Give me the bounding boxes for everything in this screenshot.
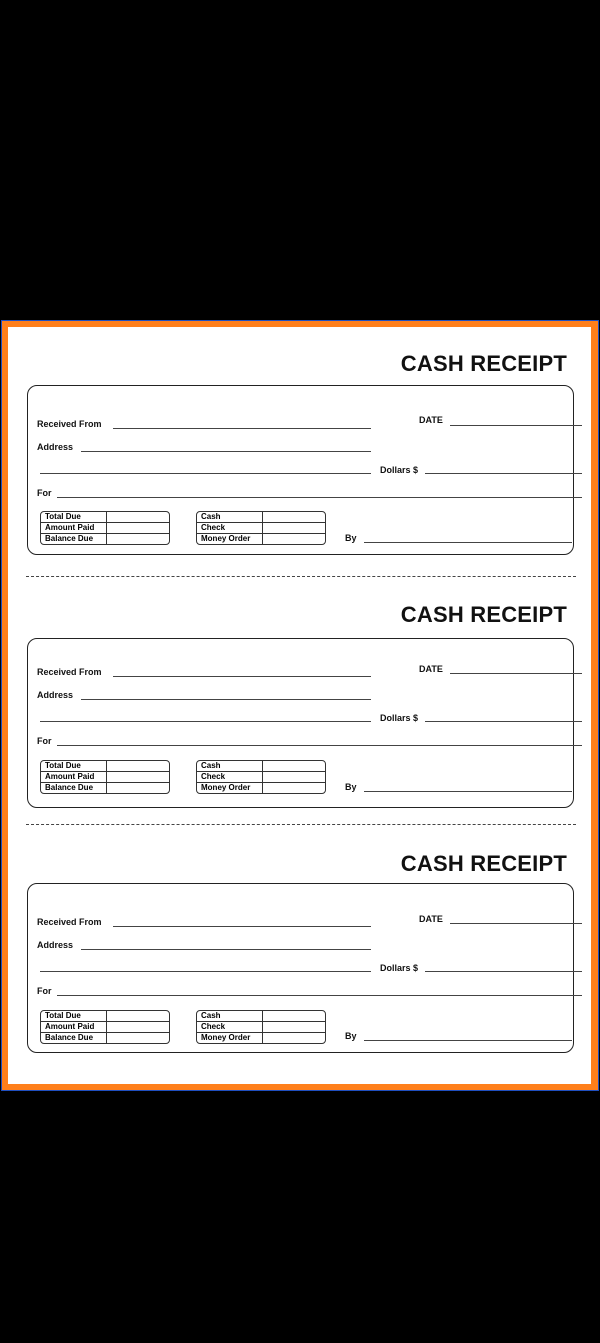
received-from-label: Received From: [37, 419, 102, 429]
table-row: [197, 772, 325, 783]
cash-cell[interactable]: [262, 1011, 325, 1022]
check-label: Check: [197, 772, 262, 783]
receipt-title: CASH RECEIPT: [400, 851, 567, 876]
money-order-cell[interactable]: [262, 1033, 325, 1043]
cash-receipt-1: [8, 327, 591, 567]
table-row: [197, 1022, 325, 1033]
amount-table: [40, 1010, 170, 1044]
for-line[interactable]: [57, 497, 582, 498]
receipt-box: [27, 883, 574, 1053]
balance-due-label: Balance Due: [45, 534, 94, 543]
table-row: [197, 512, 325, 523]
balance-due-label: Balance Due: [45, 1033, 94, 1042]
dollars-label: Dollars $: [380, 713, 419, 723]
amount-paid-label: Amount Paid: [41, 1022, 106, 1033]
table-row: [41, 523, 169, 534]
money-order-cell[interactable]: [262, 534, 325, 544]
amount-words-line[interactable]: [40, 971, 371, 972]
money-order-label: Money Order: [201, 534, 251, 543]
total-due-label: Total Due: [41, 512, 106, 523]
total-due-label: Total Due: [41, 761, 106, 772]
amount-paid-label: Amount Paid: [41, 523, 106, 534]
balance-due-cell[interactable]: [106, 783, 169, 793]
amount-paid-label: Amount Paid: [41, 772, 106, 783]
total-due-cell[interactable]: [106, 761, 169, 772]
check-label: Check: [197, 1022, 262, 1033]
by-line[interactable]: [364, 791, 572, 792]
cash-cell[interactable]: [262, 512, 325, 523]
receipt-box: [27, 385, 574, 555]
table-row: [41, 772, 169, 783]
cash-cell[interactable]: [262, 761, 325, 772]
table-row: [197, 783, 325, 793]
receipt-box: [27, 638, 574, 808]
total-due-cell[interactable]: [106, 1011, 169, 1022]
total-due-cell[interactable]: [106, 512, 169, 523]
balance-due-cell[interactable]: [106, 1033, 169, 1043]
date-label: DATE: [419, 914, 443, 924]
table-row: [41, 783, 169, 793]
date-line[interactable]: [450, 425, 582, 426]
date-label: DATE: [419, 664, 443, 674]
address-line[interactable]: [81, 699, 371, 700]
amount-paid-cell[interactable]: [106, 1022, 169, 1033]
check-cell[interactable]: [262, 523, 325, 534]
dollars-label: Dollars $: [380, 465, 419, 475]
cash-label: Cash: [197, 1011, 262, 1022]
amount-paid-cell[interactable]: [106, 772, 169, 783]
dollars-label: Dollars $: [380, 963, 419, 973]
cut-line: [26, 576, 576, 577]
payment-method-table: [196, 1010, 326, 1044]
dollars-line[interactable]: [425, 473, 582, 474]
received-from-label: Received From: [37, 667, 102, 677]
amount-words-line[interactable]: [40, 473, 371, 474]
amount-table: [40, 760, 170, 794]
cash-label: Cash: [197, 512, 262, 523]
by-label: By: [345, 782, 357, 792]
table-row: [197, 761, 325, 772]
for-line[interactable]: [57, 745, 582, 746]
for-line[interactable]: [57, 995, 582, 996]
check-cell[interactable]: [262, 772, 325, 783]
payment-method-table: [196, 760, 326, 794]
table-row: [41, 1022, 169, 1033]
total-due-label: Total Due: [41, 1011, 106, 1022]
by-line[interactable]: [364, 1040, 572, 1041]
received-from-line[interactable]: [113, 676, 371, 677]
balance-due-label: Balance Due: [45, 783, 94, 792]
dollars-line[interactable]: [425, 721, 582, 722]
cut-line: [26, 824, 576, 825]
amount-paid-cell[interactable]: [106, 523, 169, 534]
by-label: By: [345, 1031, 357, 1041]
date-line[interactable]: [450, 923, 582, 924]
cash-receipt-2: [8, 578, 591, 818]
address-label: Address: [37, 690, 74, 700]
table-row: [197, 523, 325, 534]
amount-words-line[interactable]: [40, 721, 371, 722]
date-label: DATE: [419, 415, 443, 425]
received-from-line[interactable]: [113, 428, 371, 429]
orange-border: [2, 321, 598, 1090]
table-row: [41, 534, 169, 544]
balance-due-cell[interactable]: [106, 534, 169, 544]
by-line[interactable]: [364, 542, 572, 543]
table-row: [197, 534, 325, 544]
for-label: For: [37, 986, 52, 996]
check-cell[interactable]: [262, 1022, 325, 1033]
table-row: [41, 512, 169, 523]
receipt-paper: [8, 327, 591, 1084]
table-row: [41, 761, 169, 772]
money-order-label: Money Order: [201, 783, 251, 792]
received-from-line[interactable]: [113, 926, 371, 927]
for-label: For: [37, 736, 52, 746]
money-order-label: Money Order: [201, 1033, 251, 1042]
table-row: [41, 1033, 169, 1043]
receipt-sheet-frame: [1, 320, 599, 1091]
cash-receipt-3: [8, 827, 591, 1067]
receipt-title: CASH RECEIPT: [400, 351, 567, 376]
check-label: Check: [197, 523, 262, 534]
cash-label: Cash: [197, 761, 262, 772]
money-order-cell[interactable]: [262, 783, 325, 793]
table-row: [41, 1011, 169, 1022]
address-line[interactable]: [81, 949, 371, 950]
for-label: For: [37, 488, 52, 498]
table-row: [197, 1033, 325, 1043]
received-from-label: Received From: [37, 917, 102, 927]
payment-method-table: [196, 511, 326, 545]
receipt-title: CASH RECEIPT: [400, 602, 567, 627]
amount-table: [40, 511, 170, 545]
date-line[interactable]: [450, 673, 582, 674]
table-row: [197, 1011, 325, 1022]
address-label: Address: [37, 940, 74, 950]
address-label: Address: [37, 442, 74, 452]
address-line[interactable]: [81, 451, 371, 452]
dollars-line[interactable]: [425, 971, 582, 972]
by-label: By: [345, 533, 357, 543]
